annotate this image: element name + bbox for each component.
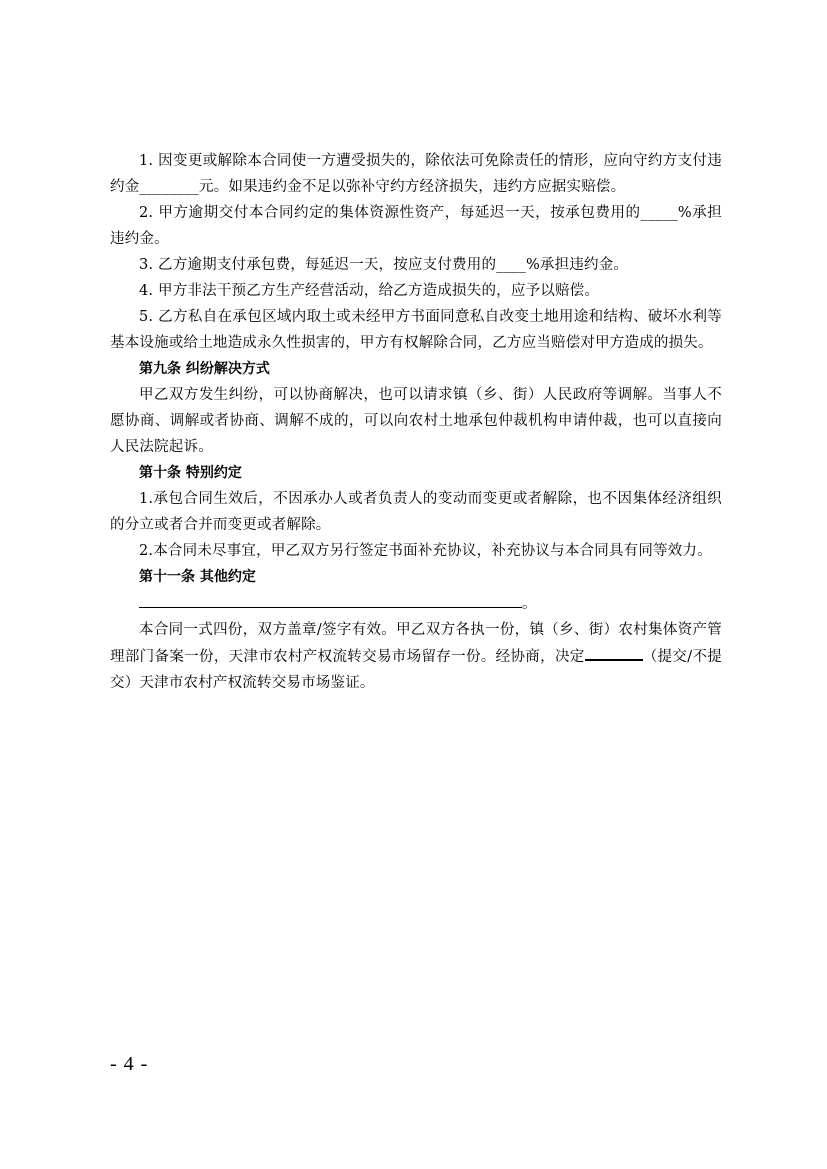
- closing-before-blank: 本合同一式四份，双方盖章/签字有效。甲乙双方各执一份，镇（乡、街）农村集体资产管理部门备案一份，天津市农村产权流转交易市场留存一份。经协商，决定: [110, 622, 722, 665]
- closing-paragraph: [110, 617, 722, 696]
- article8-item-4: 4. 甲方非法干预乙方生产经营活动，给乙方造成损失的，应予以赔偿。: [139, 283, 600, 299]
- article11-blank-line: [110, 590, 722, 617]
- article10-item-1: 1.承包合同生效后，不因承办人或者负责人的变动而变更或者解除，也不因集体经济组织的分立或者合并而变更或者解除。: [110, 491, 722, 533]
- article8-item-3: 3. 乙方逾期支付承包费，每延迟一天，按应支付费用的____%承担违约金。: [139, 257, 629, 273]
- article8-item-1: 1. 因变更或解除本合同使一方遭受损失的，除依法可免除责任的情形，应向守约方支付违约金________元。如果违约金不足以弥补守约方经济损失，违约方应据实赔偿。: [110, 153, 722, 195]
- submission-choice-blank: [585, 643, 643, 661]
- blank-suffix: 。: [522, 596, 537, 612]
- article8-item-2: 2. 甲方逾期交付本合同约定的集体资源性资产，每延迟一天，按承包费用的_____%承担违约金。: [110, 205, 722, 247]
- article9-heading: 第九条 纠纷解决方式: [139, 361, 270, 377]
- article10-heading: 第十条 特别约定: [139, 465, 242, 481]
- page-number: - 4 -: [110, 1053, 149, 1075]
- document-body: [110, 148, 722, 696]
- other-terms-blank: [139, 590, 522, 608]
- article10-item-2: 2.本合同未尽事宜，甲乙双方另行签定书面补充协议，补充协议与本合同具有同等效力。: [139, 543, 712, 559]
- closing-after-blank: （提交/不提交）天津市农村产权流转交易市场鉴证。: [110, 649, 722, 691]
- article11-heading: 第十一条 其他约定: [139, 569, 256, 585]
- article9-text: 甲乙双方发生纠纷，可以协商解决，也可以请求镇（乡、街）人民政府等调解。当事人不愿协商、调解或者协商、调解不成的，可以向农村土地承包仲裁机构申请仲裁，也可以直接向人民法院起诉。: [110, 387, 722, 455]
- article8-item-5: 5. 乙方私自在承包区域内取土或未经甲方书面同意私自改变土地用途和结构、破坏水利等基本设施或给土地造成永久性损害的，甲方有权解除合同，乙方应当赔偿对甲方造成的损失。: [110, 309, 722, 351]
